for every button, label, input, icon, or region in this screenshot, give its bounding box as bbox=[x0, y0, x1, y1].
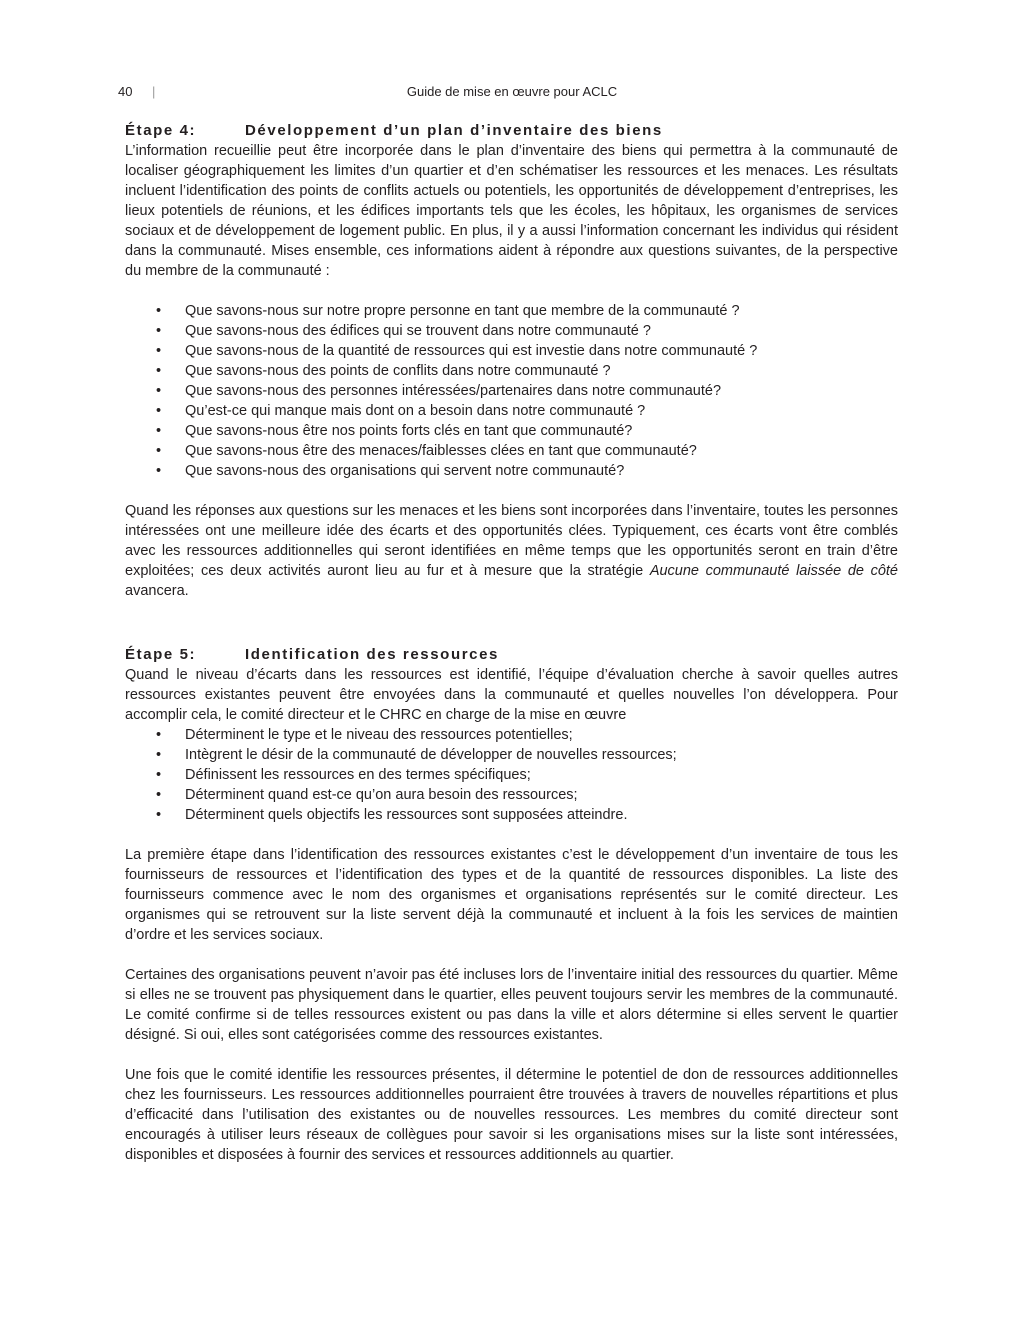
page-content bbox=[125, 121, 898, 1165]
list-item: • Intègrent le désir de la communauté de développer de nouvelles ressources; bbox=[125, 745, 898, 765]
section-5-step: Étape 5: bbox=[125, 646, 197, 663]
list-item: • Que savons-nous être nos points forts clés en tant que communauté? bbox=[125, 421, 898, 441]
list-item: • Que savons-nous sur notre propre personne en tant que membre de la communauté ? bbox=[125, 301, 898, 321]
section-4-heading bbox=[125, 121, 898, 141]
list-item: • Que savons-nous des organisations qui servent notre communauté? bbox=[125, 461, 898, 481]
conclusion-text-end: avancera. bbox=[125, 583, 189, 599]
list-item: • Que savons-nous être des menaces/faiblesses clées en tant que communauté? bbox=[125, 441, 898, 461]
section-5-action-list bbox=[125, 725, 898, 825]
section-4-question-list bbox=[125, 301, 898, 481]
running-title: Guide de mise en œuvre pour ACLC bbox=[406, 84, 618, 99]
conclusion-text-start: Quand les réponses aux questions sur les menaces et les biens sont incorporées dans l’inventaire, toutes les personnes intéressées ont une meilleure idée des écarts et des opportunités clées. Typiquement, ces écarts vont être comblés avec les ressources additionnelles qui seront identifiées en même temps que les opportunités seront en train d’être exploitées; ces deux activités auront lieu au fur et à mesure que la stratégie bbox=[125, 503, 898, 579]
header-separator: | bbox=[152, 84, 156, 99]
list-item: • Que savons-nous des points de conflits dans notre communauté ? bbox=[125, 361, 898, 381]
section-5-intro: Quand le niveau d’écarts dans les ressources est identifié, l’équipe d’évaluation cherche à savoir quelles autres ressources existantes peuvent être envoyées dans la communauté et quelles nouvelles l’on développera. Pour accomplir cela, le comité directeur et le CHRC en charge de la mise en œuvre bbox=[125, 667, 898, 723]
list-item: • Que savons-nous des édifices qui se trouvent dans notre communauté ? bbox=[125, 321, 898, 341]
list-item: • Déterminent quels objectifs les ressources sont supposées atteindre. bbox=[125, 805, 898, 825]
list-item: • Que savons-nous de la quantité de ressources qui est investie dans notre communauté ? bbox=[125, 341, 898, 361]
list-item: • Qu’est-ce qui manque mais dont on a besoin dans notre communauté ? bbox=[125, 401, 898, 421]
page-number: 40 bbox=[118, 84, 133, 99]
section-4-intro: L’information recueillie peut être incorporée dans le plan d’inventaire des biens qui permettra à la communauté de localiser géographiquement les limites d’un quartier et d’en schématiser les ressources et les menaces. Les résultats incluent l’identification des points de conflits actuels ou potentiels, les opportunités de développement d’entreprises, les lieux potentiels de réunions, et les édifices importants tels que les écoles, les hôpitaux, les organismes de services sociaux et de développement de logement public. En plus, il y a aussi l’information concernant les individus qui résident dans la communauté. Mises ensemble, ces informations aident à répondre aux questions suivantes, de la perspective du membre de la communauté : bbox=[125, 143, 898, 279]
page-header bbox=[0, 84, 1024, 104]
section-4-title: Développement d’un plan d’inventaire des biens bbox=[245, 122, 663, 139]
section-4-step: Étape 4: bbox=[125, 122, 197, 139]
list-item: • Que savons-nous des personnes intéressées/partenaires dans notre communauté? bbox=[125, 381, 898, 401]
section-5-paragraph-2: Certaines des organisations peuvent n’avoir pas été incluses lors de l’inventaire initial des ressources du quartier. Même si elles ne se trouvent pas physiquement dans le quartier, elles peuvent toujours servir les membres de la communauté. Le comité confirme si de telles ressources existent ou pas dans la ville et alors détermine si elles servent le quartier désigné. Si oui, elles sont catégorisées comme des ressources existantes. bbox=[125, 967, 898, 1043]
section-4-conclusion bbox=[125, 501, 898, 601]
list-item: • Définissent les ressources en des termes spécifiques; bbox=[125, 765, 898, 785]
list-item: • Déterminent quand est-ce qu’on aura besoin des ressources; bbox=[125, 785, 898, 805]
section-5-paragraph-1: La première étape dans l’identification des ressources existantes c’est le développement d’un inventaire de tous les fournisseurs de ressources et l’identification des types et de la quantité de ressources disponibles. La liste des fournisseurs commence avec le nom des organismes et organisations représentés sur le comité directeur. Les organismes qui se retrouvent sur la liste servent déjà la communauté et incluent à la fois les services de maintien d’ordre et les services sociaux. bbox=[125, 847, 898, 943]
section-5-paragraph-3: Une fois que le comité identifie les ressources présentes, il détermine le potentiel de don de ressources additionnelles chez les fournisseurs. Les ressources additionnelles pourraient être trouvées à travers de nouvelles répartitions et plus d’efficacité dans l’utilisation des existantes ou de nouvelles ressources. Les membres du comité directeur sont encouragés à utiliser leurs réseaux de collègues pour savoir si les organisations mises sur la liste sont intéressées, disponibles et disposées à fournir des services et ressources additionnels au quartier. bbox=[125, 1067, 898, 1163]
strategy-name: Aucune communauté laissée de côté bbox=[649, 563, 898, 579]
section-5-heading bbox=[125, 645, 898, 665]
list-item: • Déterminent le type et le niveau des ressources potentielles; bbox=[125, 725, 898, 745]
section-5-title: Identification des ressources bbox=[245, 646, 499, 663]
